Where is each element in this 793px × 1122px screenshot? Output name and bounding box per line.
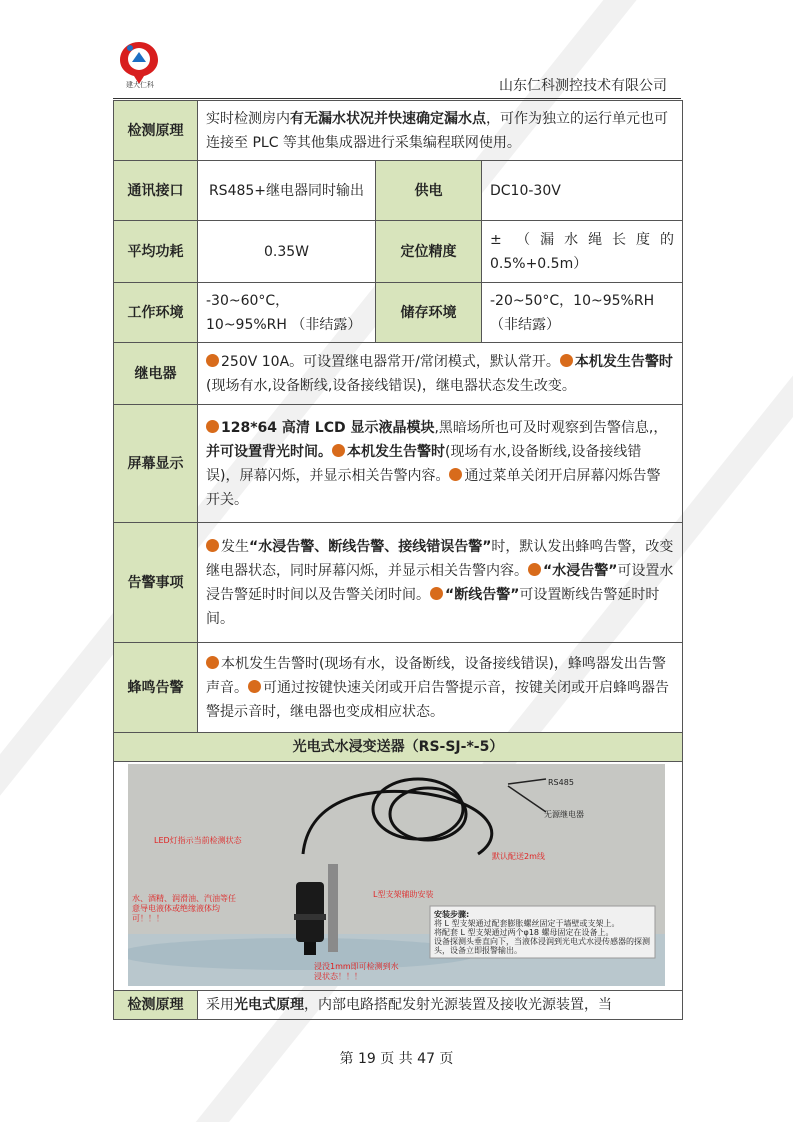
row-label: 蜂鸣告警: [114, 643, 198, 733]
row-label: 定位精度: [376, 221, 482, 283]
company-logo: [116, 38, 162, 86]
row-value: 实时检测房内有无漏水状况并快速确定漏水点，可作为独立的运行单元也可连接至 PLC 等其他集成器进行采集编程联网使用。: [198, 101, 683, 161]
row-value: DC10-30V: [482, 161, 683, 221]
bullet-icon: [206, 420, 219, 433]
page-number: 第 19 页 共 47 页: [339, 1051, 454, 1067]
row-value: -20~50°C，10~95%RH （非结露）: [482, 283, 683, 343]
bullet-icon: [206, 656, 219, 669]
table-row: [114, 343, 683, 405]
row-value: 发生“水浸告警、断线告警、接线错误告警”时，默认发出蜂鸣告警，改变继电器状态，同时屏幕闪烁，并显示相关告警内容。 “水浸告警”可设置水浸告警延时时间以及告警关闭时间。 “断线告警”可设置断线告警延时时间。: [198, 523, 683, 643]
bullet-icon: [206, 354, 219, 367]
row-value: RS485+继电器同时输出: [198, 161, 376, 221]
table-row: [114, 221, 683, 283]
step-item: 将配套 L 型支架通过两个φ18 螺母固定在设备上。: [434, 928, 614, 937]
row-label: 储存环境: [376, 283, 482, 343]
table-row: [114, 405, 683, 523]
bullet-icon: [528, 563, 541, 576]
table-row: [114, 643, 683, 733]
bullet-icon: [449, 468, 462, 481]
table-row: [114, 762, 683, 991]
led-label: LED灯指示当前检测状态: [154, 836, 242, 845]
step-item: 设备探测头垂直向下，当液体浸润到光电式水浸传感器的探测头，设备立即报警输出。: [434, 937, 650, 955]
row-label: 继电器: [114, 343, 198, 405]
table-row: [114, 283, 683, 343]
relay-label: 无源继电器: [544, 810, 584, 819]
table-row: [114, 523, 683, 643]
row-value: -30~60°C，10~95%RH （非结露）: [198, 283, 376, 343]
table-row: [114, 161, 683, 221]
rs485-label: RS485: [548, 778, 574, 787]
row-label: 平均功耗: [114, 221, 198, 283]
product-photo: [128, 764, 665, 986]
liquid-label: 水、酒精、润滑油、汽油等任意导电液体或绝缘液体均可！！！: [132, 894, 236, 923]
cable-label: 默认配送2m线: [492, 852, 545, 861]
company-name: 山东仁科测控技术有限公司: [499, 78, 667, 94]
row-label: 告警事项: [114, 523, 198, 643]
install-steps: [434, 910, 652, 955]
table-row: [114, 733, 683, 762]
table-row: [114, 101, 683, 161]
row-label: 供电: [376, 161, 482, 221]
row-label: 工作环境: [114, 283, 198, 343]
immerse-label: 浸没1mm即可检测到水浸状态！！！: [314, 962, 399, 981]
bullet-icon: [332, 444, 345, 457]
row-label: 屏幕显示: [114, 405, 198, 523]
row-label: 通讯接口: [114, 161, 198, 221]
table-row: [114, 991, 683, 1020]
logo-text: 建大仁科: [126, 81, 154, 89]
row-label: 检测原理: [114, 101, 198, 161]
bullet-icon: [248, 680, 261, 693]
bullet-icon: [560, 354, 573, 367]
header-rule: [113, 98, 681, 99]
product-photo-cell: [114, 762, 683, 991]
spec-table: [113, 100, 683, 1020]
row-value: ± （漏水绳长度的 0.5%+0.5m）: [482, 221, 683, 283]
bullet-icon: [430, 587, 443, 600]
row-value: 250V 10A。可设置继电器常开/常闭模式，默认常开。 本机发生告警时(现场有水,设备断线,设备接线错误)，继电器状态发生改变。: [198, 343, 683, 405]
row-label: 检测原理: [114, 991, 198, 1020]
row-value: 采用光电式原理，内部电路搭配发射光源装置及接收光源装置，当: [198, 991, 683, 1020]
bracket-label: L型支架辅助安装: [373, 890, 434, 899]
step-item: 将 L 型支架通过配套膨胀螺丝固定于墙壁或支架上。: [434, 919, 620, 928]
steps-title: 安装步骤:: [434, 910, 470, 919]
section-title: 光电式水浸变送器（RS-SJ-*-5）: [114, 733, 683, 762]
bullet-icon: [206, 539, 219, 552]
row-value: 本机发生告警时(现场有水，设备断线，设备接线错误)，蜂鸣器发出告警声音。 可通过按键快速关闭或开启告警提示音，按键关闭或开启蜂鸣器告警提示音时，继电器也变成相应状态。: [198, 643, 683, 733]
row-value: 0.35W: [198, 221, 376, 283]
row-value: 128*64 高清 LCD 显示液晶模块,黑暗场所也可及时观察到告警信息,，并可设置背光时间。 本机发生告警时(现场有水,设备断线,设备接线错误)，屏幕闪烁，并显示相关告警内容。 通过菜单关闭开启屏幕闪烁告警开关。: [198, 405, 683, 523]
